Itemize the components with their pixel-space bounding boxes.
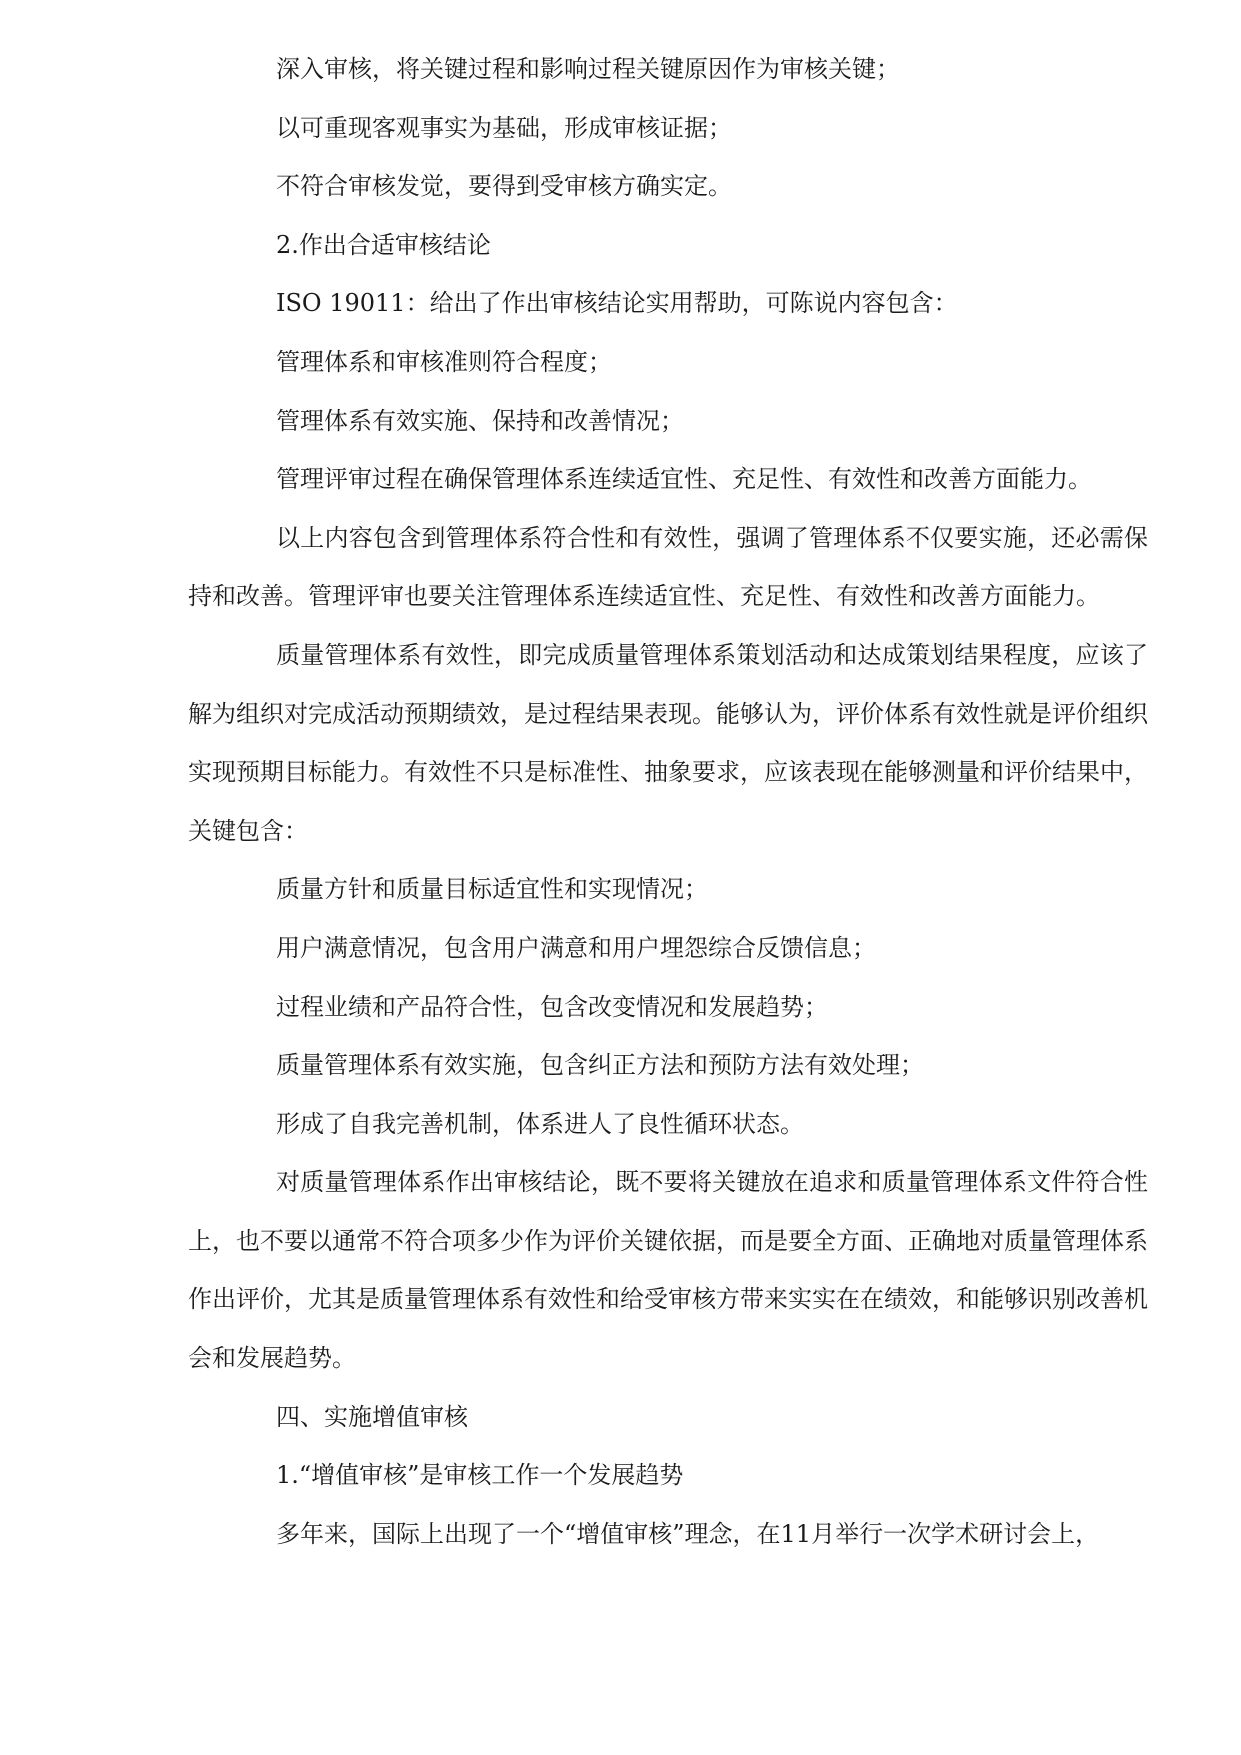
paragraph: 质量管理体系有效实施，包含纠正方法和预防方法有效处理；: [276, 1051, 924, 1080]
paragraph: 管理评审过程在确保管理体系连续适宜性、充足性、有效性和改善方面能力。: [276, 465, 1092, 494]
paragraph: 质量管理体系有效性，即完成质量管理体系策划活动和达成策划结果程度，应该了解为组织对完成活动预期绩效，是过程结果表现。能够认为，评价体系有效性就是评价组织实现预期目标能力。有效性不只是标准性、抽象要求，应该表现在能够测量和评价结果中，关键包含：: [188, 640, 1148, 845]
paragraph: 以上内容包含到管理体系符合性和有效性，强调了管理体系不仅要实施，还必需保持和改善。管理评审也要关注管理体系连续适宜性、充足性、有效性和改善方面能力。: [188, 523, 1148, 611]
paragraph: 管理体系有效实施、保持和改善情况；: [276, 406, 684, 435]
document-body: [188, 40, 1148, 1563]
section-heading: 四、实施增值审核: [276, 1402, 468, 1431]
paragraph: 形成了自我完善机制，体系进人了良性循环状态。: [276, 1109, 804, 1138]
paragraph: 管理体系和审核准则符合程度；: [276, 347, 612, 376]
paragraph: 多年来，国际上出现了一个“增值审核”理念，在11月举行一次学术研讨会上，: [276, 1519, 1100, 1548]
paragraph: ISO 19011：给出了作出审核结论实用帮助，可陈说内容包含：: [276, 289, 958, 318]
section-heading: 2.作出合适审核结论: [276, 230, 491, 259]
paragraph: 用户满意情况，包含用户满意和用户埋怨综合反馈信息；: [276, 933, 876, 962]
paragraph: 深入审核，将关键过程和影响过程关键原因作为审核关键；: [276, 55, 900, 83]
paragraph: 对质量管理体系作出审核结论，既不要将关键放在追求和质量管理体系文件符合性上，也不要以通常不符合项多少作为评价关键依据，而是要全方面、正确地对质量管理体系作出评价，尤其是质量管理体系有效性和给受审核方带来实实在在绩效，和能够识别改善机会和发展趋势。: [188, 1168, 1148, 1373]
paragraph: 过程业绩和产品符合性，包含改变情况和发展趋势；: [276, 992, 828, 1021]
paragraph: 质量方针和质量目标适宜性和实现情况；: [276, 875, 708, 904]
subsection-heading: 1.“增值审核”是审核工作一个发展趋势: [276, 1461, 684, 1490]
paragraph: 不符合审核发觉，要得到受审核方确实定。: [276, 172, 732, 201]
paragraph: 以可重现客观事实为基础，形成审核证据；: [276, 113, 732, 142]
